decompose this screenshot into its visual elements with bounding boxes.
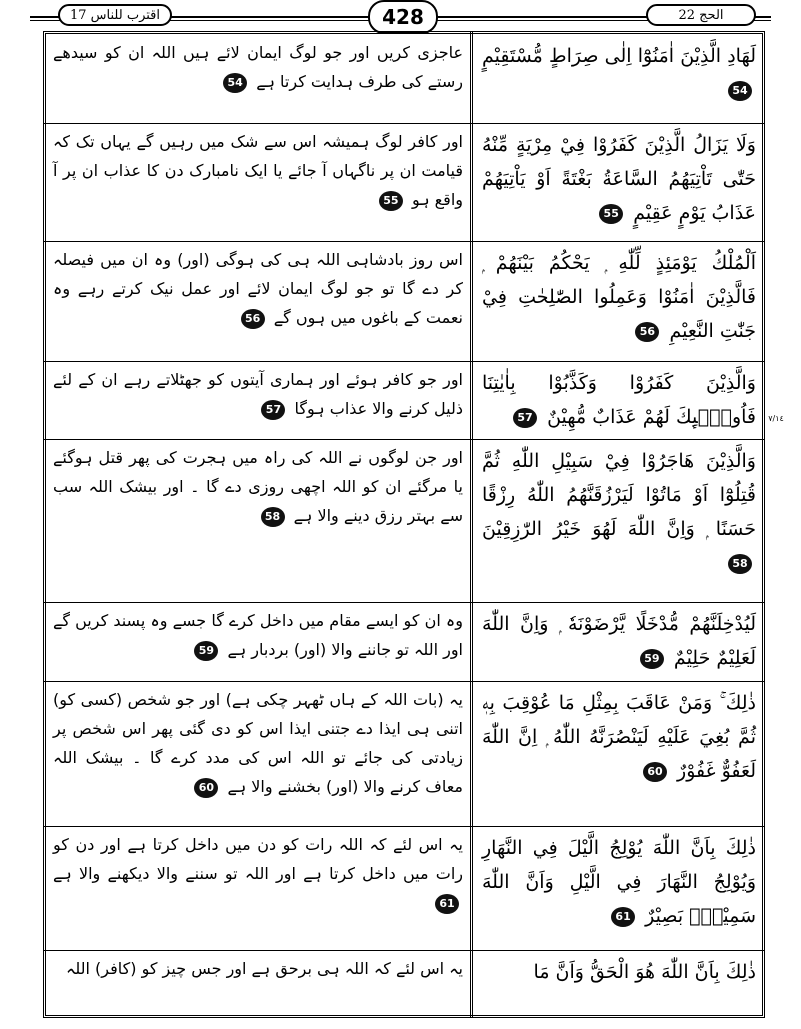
urdu-translation-block (49, 683, 467, 825)
arabic-text: لَيُدْخِلَنَّهُمْ مُّدْخَلًا يَّرْضَوْنَهٗ ۭ وَاِنَّ اللّٰهَ لَعَلِيْمٌ حَلِيْمٌ (482, 613, 756, 669)
verse-number-badge: 56 (635, 322, 659, 342)
arabic-verse-block (476, 952, 762, 1014)
urdu-text: اور جو کافر ہوئے اور ہماری آیتوں کو جھٹلاتے رہے ان کے لئے ذلیل کرنے والا عذاب ہوگا (53, 370, 463, 418)
row-divider (43, 241, 765, 242)
urdu-text: اور کافر لوگ ہمیشہ اس سے شک میں رہیں گے یہاں تک کہ قیامت ان پر ناگہاں آ جائے یا ایک نامبارک دن کا عذاب ان پر آ واقع ہو (53, 132, 463, 209)
verse-number-badge: 59 (194, 641, 218, 661)
urdu-translation-block (49, 125, 467, 240)
arabic-text: ذٰلِكَ بِاَنَّ اللّٰهَ يُوْلِجُ الَّيْلَ فِي النَّهَارِ وَيُوْلِجُ النَّهَارَ فِي الَّيْلِ وَاَنَّ اللّٰهَ سَمِيْعٌۢ بَصِيْرٌ (482, 837, 756, 927)
urdu-text: یہ اس لئے کہ اللہ ہی برحق ہے اور جس چیز کو (کافر) اللہ (65, 959, 463, 978)
arabic-verse-block (476, 363, 762, 438)
verse-number-badge: 59 (640, 649, 664, 669)
row-divider (43, 439, 765, 440)
verse-number-badge: 56 (241, 309, 265, 329)
verse-number-badge: 61 (435, 894, 459, 914)
verse-number-badge: 57 (261, 400, 285, 420)
urdu-text: یہ اس لئے کہ اللہ رات کو دن میں داخل کرتا ہے اور دن کو رات میں داخل کرتا ہے اور اللہ تو سننے والا دیکھنے والا ہے (53, 835, 463, 883)
urdu-translation-block (49, 363, 467, 438)
arabic-text: ذٰلِكَ بِاَنَّ اللّٰهَ هُوَ الْحَقُّ وَاَنَّ مَا (533, 961, 756, 983)
verse-number-badge: 58 (261, 507, 285, 527)
arabic-text: لَهَادِ الَّذِيْنَ اٰمَنُوْٓا اِلٰى صِرَاطٍ مُّسْتَقِيْمٍ (482, 45, 756, 67)
arabic-verse-block (476, 243, 762, 360)
arabic-text: وَالَّذِيْنَ كَفَرُوْا وَكَذَّبُوْا بِاٰيٰتِنَا فَاُولٰۗىِٕكَ لَهُمْ عَذَابٌ مُّهِيْنٌ (482, 372, 756, 428)
verse-number-badge: 54 (728, 81, 752, 101)
urdu-text: عاجزی کریں اور جو لوگ ایمان لائے ہیں اللہ ان کو سیدھے رستے کی طرف ہدایت کرتا ہے (53, 43, 463, 91)
verse-number-badge: 54 (223, 73, 247, 93)
verse-number-badge: 60 (643, 762, 667, 782)
verse-number-badge: 57 (513, 408, 537, 428)
urdu-text: وہ ان کو ایسے مقام میں داخل کرے گا جسے وہ پسند کریں گے اور اللہ تو جاننے والا (اور) بردبار ہے (53, 611, 463, 659)
arabic-verse-block (476, 441, 762, 601)
ruku-marker: ٧/١٤ (768, 414, 784, 423)
urdu-translation-block (49, 441, 467, 601)
urdu-translation-block (49, 952, 467, 1014)
surah-label: الحج 22 (646, 4, 756, 26)
verse-number-badge: 55 (379, 191, 403, 211)
row-divider (43, 826, 765, 827)
verse-number-badge: 58 (728, 554, 752, 574)
arabic-text: وَلَا يَزَالُ الَّذِيْنَ كَفَرُوْا فِيْ مِرْيَةٍ مِّنْهُ حَتّٰى تَاْتِيَهُمُ السَّاعَةُ بَغْتَةً اَوْ يَاْتِيَهُمْ عَذَابُ يَوْمٍ عَقِيْمٍ (482, 134, 756, 224)
verse-number-badge: 60 (194, 778, 218, 798)
page-number: 428 (368, 0, 438, 34)
arabic-text: وَالَّذِيْنَ هَاجَرُوْا فِيْ سَبِيْلِ اللّٰهِ ثُمَّ قُتِلُوْٓا اَوْ مَاتُوْا لَيَرْزُقَنَّهُمُ اللّٰهُ رِزْقًا حَسَنًا ۭ وَاِنَّ اللّٰهَ لَهُوَ خَيْرُ الرّٰزِقِيْنَ (482, 450, 756, 540)
urdu-text: یہ (بات اللہ کے ہاں ٹھہر چکی ہے) اور جو شخص (کسی کو) اتنی ہی ایذا دے جتنی ایذا اس کو دی گئی پھر اس شخص پر زیادتی کی جائے تو اللہ اس کی مدد کرے گا ۔ بیشک اللہ معاف کرنے والا (اور) بخشنے والا ہے (53, 690, 463, 796)
row-divider (43, 681, 765, 682)
arabic-verse-block (476, 36, 762, 122)
row-divider (43, 950, 765, 951)
verse-number-badge: 55 (599, 204, 623, 224)
urdu-translation-block (49, 36, 467, 122)
arabic-text: اَلْمُلْكُ يَوْمَئِذٍ لِّلّٰهِ ۭ يَحْكُمُ بَيْنَهُمْ ۭ فَالَّذِيْنَ اٰمَنُوْا وَعَمِلُوا الصّٰلِحٰتِ فِيْ جَنّٰتِ النَّعِيْمِ (482, 252, 756, 342)
column-divider (470, 31, 473, 1018)
urdu-translation-block (49, 828, 467, 949)
urdu-text: اور جن لوگوں نے اللہ کی راہ میں ہجرت کی پھر قتل ہوگئے یا مرگئے ان کو اللہ اچھی روزی دے گا ۔ اور بیشک اللہ سب سے بہتر رزق دینے والا ہے (53, 448, 463, 525)
urdu-translation-block (49, 243, 467, 360)
urdu-translation-block (49, 604, 467, 680)
juz-label: اقترب للناس 17 (58, 4, 172, 26)
arabic-verse-block (476, 828, 762, 949)
row-divider (43, 361, 765, 362)
row-divider (43, 123, 765, 124)
arabic-text: ذٰلِكَ ۚ وَمَنْ عَاقَبَ بِمِثْلِ مَا عُوْقِبَ بِهٖ ثُمَّ بُغِيَ عَلَيْهِ لَيَنْصُرَنَّهُ اللّٰهُ ۭ اِنَّ اللّٰهَ لَعَفُوٌّ غَفُوْرٌ (482, 692, 756, 782)
arabic-verse-block (476, 683, 762, 825)
arabic-verse-block (476, 125, 762, 240)
urdu-text: اس روز بادشاہی اللہ ہی کی ہوگی (اور) وہ ان میں فیصلہ کر دے گا تو جو لوگ ایمان لائے اور عمل نیک کرتے رہے وہ نعمت کے باغوں میں ہوں گے (53, 250, 463, 327)
verse-number-badge: 61 (611, 907, 635, 927)
arabic-verse-block (476, 604, 762, 680)
row-divider (43, 602, 765, 603)
